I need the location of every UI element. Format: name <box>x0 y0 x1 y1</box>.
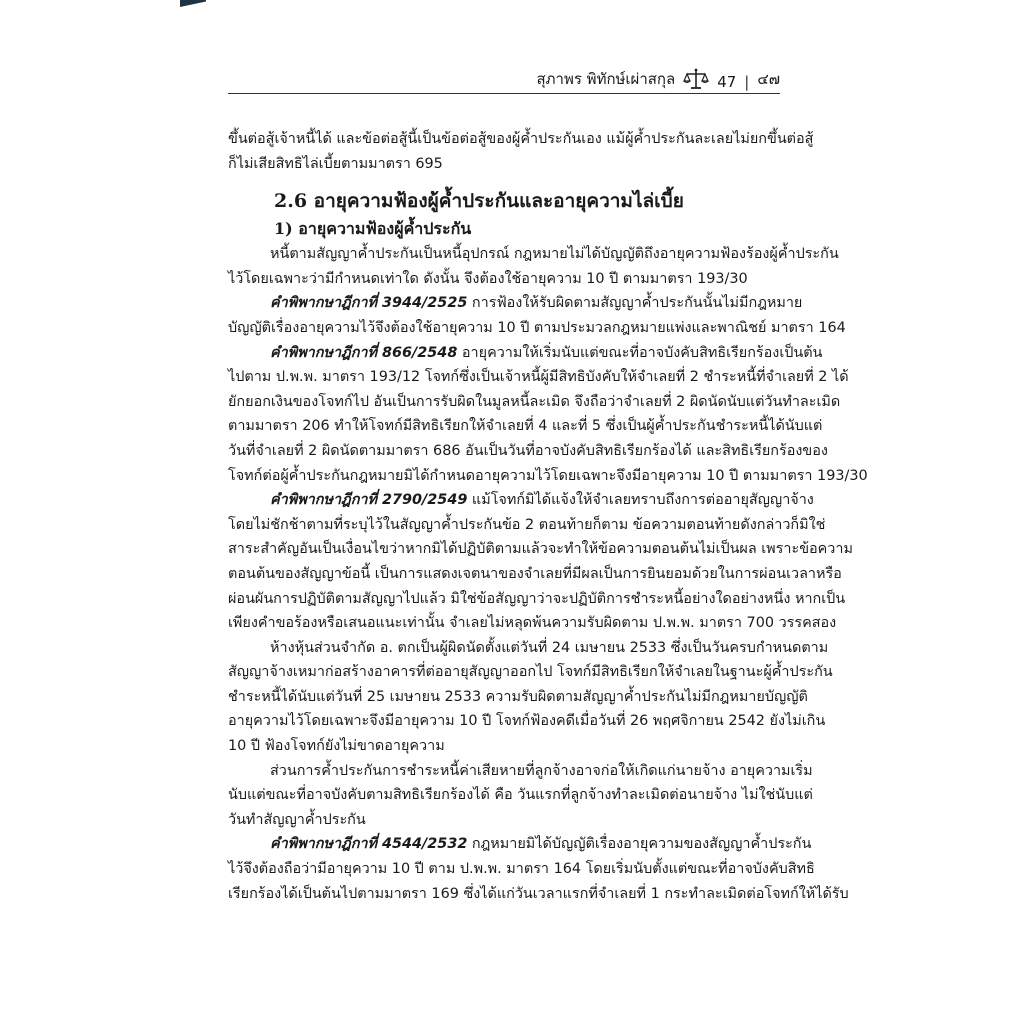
header-author: สุภาพร พิทักษ์เผ่าสกุล <box>536 70 676 88</box>
text-line: ไว้จึงต้องถือว่ามีอายุความ 10 ปี ตาม ป.พ.พ. มาตรา 164 โดยเริ่มนับตั้งแต่ขณะที่อาจบังคับสิทธิ <box>228 861 815 878</box>
text-line: บัญญัติเรื่องอายุความไว้จึงต้องใช้อายุความ 10 ปี ตามประมวลกฎหมายแพ่งและพาณิชย์ มาตรา 164 <box>228 319 846 336</box>
text-line: สาระสำคัญอันเป็นเงื่อนไขว่าหากมิได้ปฏิบัติตามแล้วจะทำให้ข้อความตอนต้นไม่เป็นผล เพราะข้อความ <box>228 541 853 558</box>
scales-of-justice-icon <box>683 67 709 91</box>
text-line: ขึ้นต่อสู้เจ้าหนี้ได้ และข้อต่อสู้นี้เป็นข้อต่อสู้ของผู้ค้ำประกันเอง แม้ผู้ค้ำประกันละเลยไม่ยกขึ้นต่อสู้ <box>228 131 814 147</box>
section-heading: 2.6 อายุความฟ้องผู้ค้ำประกันและอายุความไล่เบี้ย <box>274 190 684 213</box>
case-paragraph <box>228 832 849 906</box>
text-line: ตามมาตรา 206 ทำให้โจทก์มีสิทธิเรียกให้จำเลยที่ 4 และที่ 5 ซึ่งเป็นผู้ค้ำประกันชำระหนี้ได้นับแต่ <box>228 418 823 435</box>
page-body <box>228 127 868 906</box>
text-line: โดยไม่ชักช้าตามที่ระบุไว้ในสัญญาค้ำประกันข้อ 2 ตอนท้ายก็ตาม ข้อความตอนท้ายดังกล่าวก็มิใช่ <box>228 516 826 533</box>
subsection-heading: 1) อายุความฟ้องผู้ค้ำประกัน <box>274 219 472 239</box>
case-citation: คำพิพากษาฎีกาที่ 4544/2532 <box>270 836 468 853</box>
paragraph <box>228 242 839 291</box>
case-text: กฎหมายมิได้บัญญัติเรื่องอายุความของสัญญาค้ำประกัน <box>467 836 812 853</box>
running-header <box>228 64 780 94</box>
text-line: ไปตาม ป.พ.พ. มาตรา 193/12 โจทก์ซึ่งเป็นเจ้าหนี้ผู้มีสิทธิบังคับให้จำเลยที่ 2 ชำระหนี้ที่จำเลยที่ 2 ได้ <box>228 369 849 386</box>
text-line <box>228 832 812 857</box>
case-citation: คำพิพากษาฎีกาที่ 866/2548 <box>270 344 458 361</box>
text-line: ตอนต้นของสัญญาข้อนี้ เป็นการแสดงเจตนาของจำเลยที่มีผลเป็นการยินยอมด้วยในการผ่อนเวลาหรือ <box>228 565 842 582</box>
text-line: นับแต่ขณะที่อาจบังคับตามสิทธิเรียกร้องได้ คือ วันแรกที่ลูกจ้างทำละเมิดต่อนายจ้าง ไม่ใช่นับแต่ <box>228 787 813 804</box>
case-paragraph <box>228 341 868 489</box>
text-line <box>228 488 814 513</box>
intro-paragraph <box>228 127 814 176</box>
text-line: อายุความไว้โดยเฉพาะจึงมีอายุความ 10 ปี โจทก์ฟ้องคดีเมื่อวันที่ 26 พฤศจิกายน 2542 ยังไม่เกิน <box>228 713 826 730</box>
page-number-arabic: 47 <box>717 73 737 91</box>
paragraph <box>228 636 833 759</box>
case-paragraph <box>228 291 846 340</box>
text-line: ไว้โดยเฉพาะว่ามีกำหนดเท่าใด ดังนั้น จึงต้องใช้อายุความ 10 ปี ตามมาตรา 193/30 <box>228 270 748 287</box>
text-line: ห้างหุ้นส่วนจำกัด อ. ตกเป็นผู้ผิดนัดตั้งแต่วันที่ 24 เมษายน 2533 ซึ่งเป็นวันครบกำหนดตาม <box>270 639 829 656</box>
text-line: ชำระหนี้ได้นับแต่วันที่ 25 เมษายน 2533 ความรับผิดตามสัญญาค้ำประกันไม่มีกฎหมายบัญญัติ <box>228 688 808 705</box>
case-paragraph <box>228 488 853 636</box>
text-line: ผ่อนผันการปฏิบัติตามสัญญาไปแล้ว มิใช่ข้อสัญญาว่าจะปฏิบัติการชำระหนี้อย่างใดอย่างหนึ่ง หากเป็น <box>228 590 846 607</box>
text-line: เรียกร้องได้เป็นต้นไปตามมาตรา 169 ซึ่งได้แก่วันเวลาแรกที่จำเลยที่ 1 กระทำละเมิดต่อโจทก์ให้ได้รับ <box>228 885 849 902</box>
text-line: เพียงคำขอร้องหรือเสนอแนะเท่านั้น จำเลยไม่หลุดพ้นความรับผิดตาม ป.พ.พ. มาตรา 700 วรรคสอง <box>228 615 837 632</box>
page-number-separator: | <box>744 73 750 91</box>
text-line <box>228 341 823 366</box>
text-line: วันที่จำเลยที่ 2 ผิดนัดตามมาตรา 686 อันเป็นวันที่อาจบังคับสิทธิเรียกร้องได้ และสิทธิเรียกร้องของ <box>228 442 828 459</box>
text-line: วันทำสัญญาค้ำประกัน <box>228 811 366 828</box>
case-text: อายุความให้เริ่มนับแต่ขณะที่อาจบังคับสิทธิเรียกร้องเป็นต้น <box>457 344 823 361</box>
case-text: การฟ้องให้รับผิดตามสัญญาค้ำประกันนั้นไม่มีกฎหมาย <box>467 295 803 312</box>
text-line: ส่วนการค้ำประกันการชำระหนี้ค่าเสียหายที่ลูกจ้างอาจก่อให้เกิดแก่นายจ้าง อายุความเริ่ม <box>270 762 813 779</box>
text-line: สัญญาจ้างเหมาก่อสร้างอาคารที่ต่ออายุสัญญาออกไป โจทก์มีสิทธิเรียกให้จำเลยในฐานะผู้ค้ำประกัน <box>228 664 833 681</box>
page-number-thai: ๔๗ <box>757 70 780 88</box>
case-citation: คำพิพากษาฎีกาที่ 2790/2549 <box>270 492 468 509</box>
paragraph <box>228 759 813 833</box>
case-citation: คำพิพากษาฎีกาที่ 3944/2525 <box>270 295 468 312</box>
text-line: หนี้ตามสัญญาค้ำประกันเป็นหนี้อุปกรณ์ กฎหมายไม่ได้บัญญัติถึงอายุความฟ้องร้องผู้ค้ำประกัน <box>270 246 839 263</box>
case-text: แม้โจทก์มิได้แจ้งให้จำเลยทราบถึงการต่ออายุสัญญาจ้าง <box>467 492 814 509</box>
text-line: ก็ไม่เสียสิทธิไล่เบี้ยตามมาตรา 695 <box>228 155 443 172</box>
text-line: ยักยอกเงินของโจทก์ไป อันเป็นการรับผิดในมูลหนี้ละเมิด จึงถือว่าจำเลยที่ 2 ผิดนัดนับแต่วันทำละเมิด <box>228 393 841 410</box>
text-line <box>228 291 803 316</box>
text-line: 10 ปี ฟ้องโจทก์ยังไม่ขาดอายุความ <box>228 738 445 755</box>
text-line: โจทก์ต่อผู้ค้ำประกันกฎหมายมิได้กำหนดอายุความไว้โดยเฉพาะจึงมีอายุความ 10 ปี ตามมาตรา 193/30 <box>228 467 868 484</box>
